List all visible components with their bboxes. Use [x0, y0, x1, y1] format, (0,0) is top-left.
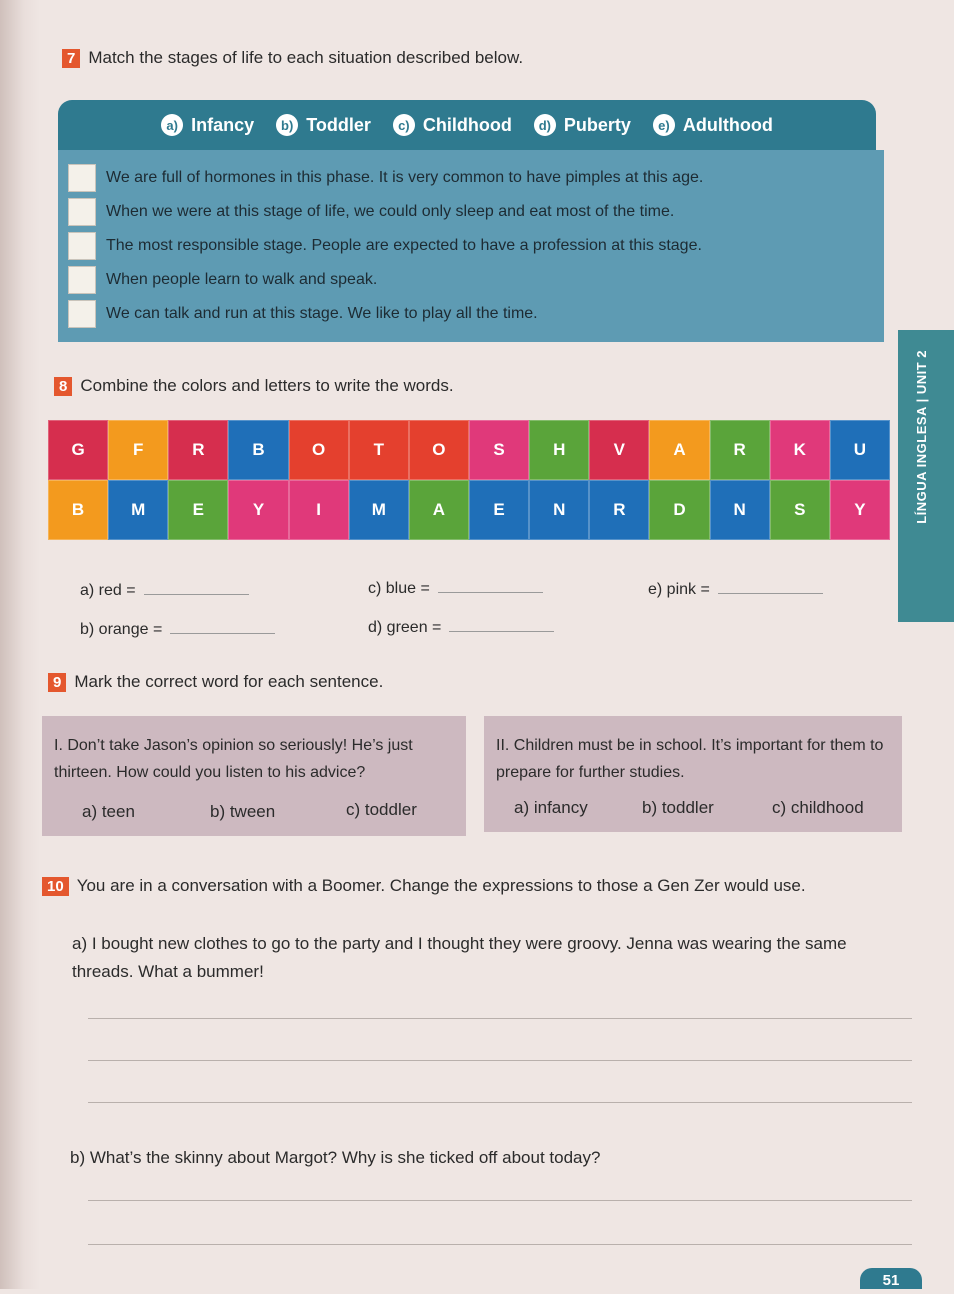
answer-line[interactable] [438, 580, 543, 593]
question-box-2 [484, 716, 902, 832]
grid-cell: M [349, 480, 409, 540]
option-childhood[interactable]: c) childhood [772, 798, 864, 817]
stage-letter: a) [161, 114, 183, 136]
writing-line[interactable] [88, 1018, 912, 1019]
answer-green [368, 619, 554, 637]
grid-cell: N [710, 480, 770, 540]
grid-cell: B [48, 480, 108, 540]
stage-option [161, 114, 254, 136]
situation-text: We can talk and run at this stage. We like to play all the time. [106, 305, 538, 322]
option-toddler[interactable]: c) toddler [346, 800, 417, 819]
grid-cell: S [770, 480, 830, 540]
situation-row [68, 164, 703, 192]
stage-letter: e) [653, 114, 675, 136]
answer-line[interactable] [170, 621, 275, 634]
ex9-number: 9 [48, 673, 66, 692]
option-tween[interactable]: b) tween [210, 802, 276, 821]
answer-box[interactable] [68, 232, 96, 260]
stage-option [534, 114, 631, 136]
question-text: II. Children must be in school. It’s important for them to prepare for further studies. [496, 737, 884, 781]
grid-cell: O [409, 420, 469, 480]
question-text: I. Don’t take Jason’s opinion so seriously! He’s just thirteen. How could you listen to his advice? [54, 737, 413, 781]
answer-label: a) red = [80, 582, 136, 599]
ex10-title: You are in a conversation with a Boomer. Change the expressions to those a Gen Zer would use. [76, 876, 806, 895]
grid-cell: R [710, 420, 770, 480]
stage-label: Toddler [306, 114, 371, 135]
grid-cell: S [469, 420, 529, 480]
answer-label: d) green = [368, 619, 442, 636]
ex8-title: Combine the colors and letters to write the words. [80, 376, 454, 395]
answer-line[interactable] [144, 582, 249, 595]
page-number: 51 [860, 1268, 922, 1289]
ex10-question-b: b) What’s the skinny about Margot? Why is she ticked off about today? [70, 1148, 601, 1167]
grid-cell: R [589, 480, 649, 540]
writing-line[interactable] [88, 1244, 912, 1245]
side-tab-label: LÍNGUA INGLESA | UNIT 2 [914, 350, 929, 524]
grid-cell: F [108, 420, 168, 480]
unit-side-tab [898, 330, 954, 622]
answer-box[interactable] [68, 198, 96, 226]
answer-line[interactable] [449, 619, 554, 632]
answer-blue [368, 580, 543, 598]
situation-row [68, 266, 377, 294]
answer-orange [80, 621, 275, 639]
stage-label: Infancy [191, 114, 255, 135]
answer-label: e) pink = [648, 581, 710, 598]
answer-label: b) orange = [80, 621, 163, 638]
stage-option [653, 114, 773, 136]
option-toddler[interactable]: b) toddler [642, 798, 714, 817]
answer-label: c) blue = [368, 580, 430, 597]
ex10-number: 10 [42, 877, 69, 896]
stage-letter: b) [276, 114, 298, 136]
situation-text: When people learn to walk and speak. [106, 271, 378, 288]
stage-option [276, 114, 371, 136]
stage-letter: c) [393, 114, 415, 136]
situation-row [68, 198, 674, 226]
grid-cell: G [48, 420, 108, 480]
grid-cell: O [289, 420, 349, 480]
grid-cell: H [529, 420, 589, 480]
situation-text: When we were at this stage of life, we could only sleep and eat most of the time. [106, 203, 675, 220]
stage-letter: d) [534, 114, 556, 136]
ex7-title: Match the stages of life to each situation described below. [88, 48, 524, 67]
situation-text: The most responsible stage. People are expected to have a profession at this stage. [106, 237, 702, 254]
option-teen[interactable]: a) teen [82, 802, 135, 821]
ex7-heading [62, 48, 523, 68]
ex8-number: 8 [54, 377, 72, 396]
grid-cell: A [409, 480, 469, 540]
ex7-number: 7 [62, 49, 80, 68]
situation-row [68, 232, 702, 260]
writing-line[interactable] [88, 1200, 912, 1201]
grid-cell: V [589, 420, 649, 480]
grid-cell: E [469, 480, 529, 540]
option-infancy[interactable]: a) infancy [514, 798, 588, 817]
grid-cell: A [649, 420, 709, 480]
grid-cell: I [289, 480, 349, 540]
situation-row [68, 300, 538, 328]
ex10-question-a: a) I bought new clothes to go to the party and I thought they were groovy. Jenna was wearing the same threads. What a bummer! [72, 934, 847, 981]
answer-box[interactable] [68, 164, 96, 192]
grid-cell: D [649, 480, 709, 540]
grid-cell: U [830, 420, 890, 480]
answer-red [80, 582, 249, 600]
grid-cell: K [770, 420, 830, 480]
ex9-heading [48, 672, 383, 692]
stage-label: Puberty [563, 114, 631, 135]
situations-panel [58, 150, 884, 342]
stage-option [393, 114, 512, 136]
grid-cell: E [168, 480, 228, 540]
answer-box[interactable] [68, 300, 96, 328]
stage-label: Adulthood [682, 114, 773, 135]
writing-line[interactable] [88, 1102, 912, 1103]
color-letter-grid [48, 420, 890, 540]
grid-cell: Y [228, 480, 288, 540]
stage-label: Childhood [422, 114, 512, 135]
ex8-heading [54, 376, 454, 396]
question-box-1 [42, 716, 466, 836]
answer-pink [648, 581, 823, 599]
grid-cell: Y [830, 480, 890, 540]
answer-box[interactable] [68, 266, 96, 294]
grid-cell: R [168, 420, 228, 480]
grid-cell: B [228, 420, 288, 480]
ex10-heading [42, 876, 892, 896]
stages-header [58, 100, 876, 150]
grid-cell: T [349, 420, 409, 480]
grid-cell: N [529, 480, 589, 540]
grid-cell: M [108, 480, 168, 540]
ex9-title: Mark the correct word for each sentence. [74, 672, 384, 691]
writing-line[interactable] [88, 1060, 912, 1061]
situation-text: We are full of hormones in this phase. It is very common to have pimples at this age. [106, 169, 704, 186]
answer-line[interactable] [718, 581, 823, 594]
